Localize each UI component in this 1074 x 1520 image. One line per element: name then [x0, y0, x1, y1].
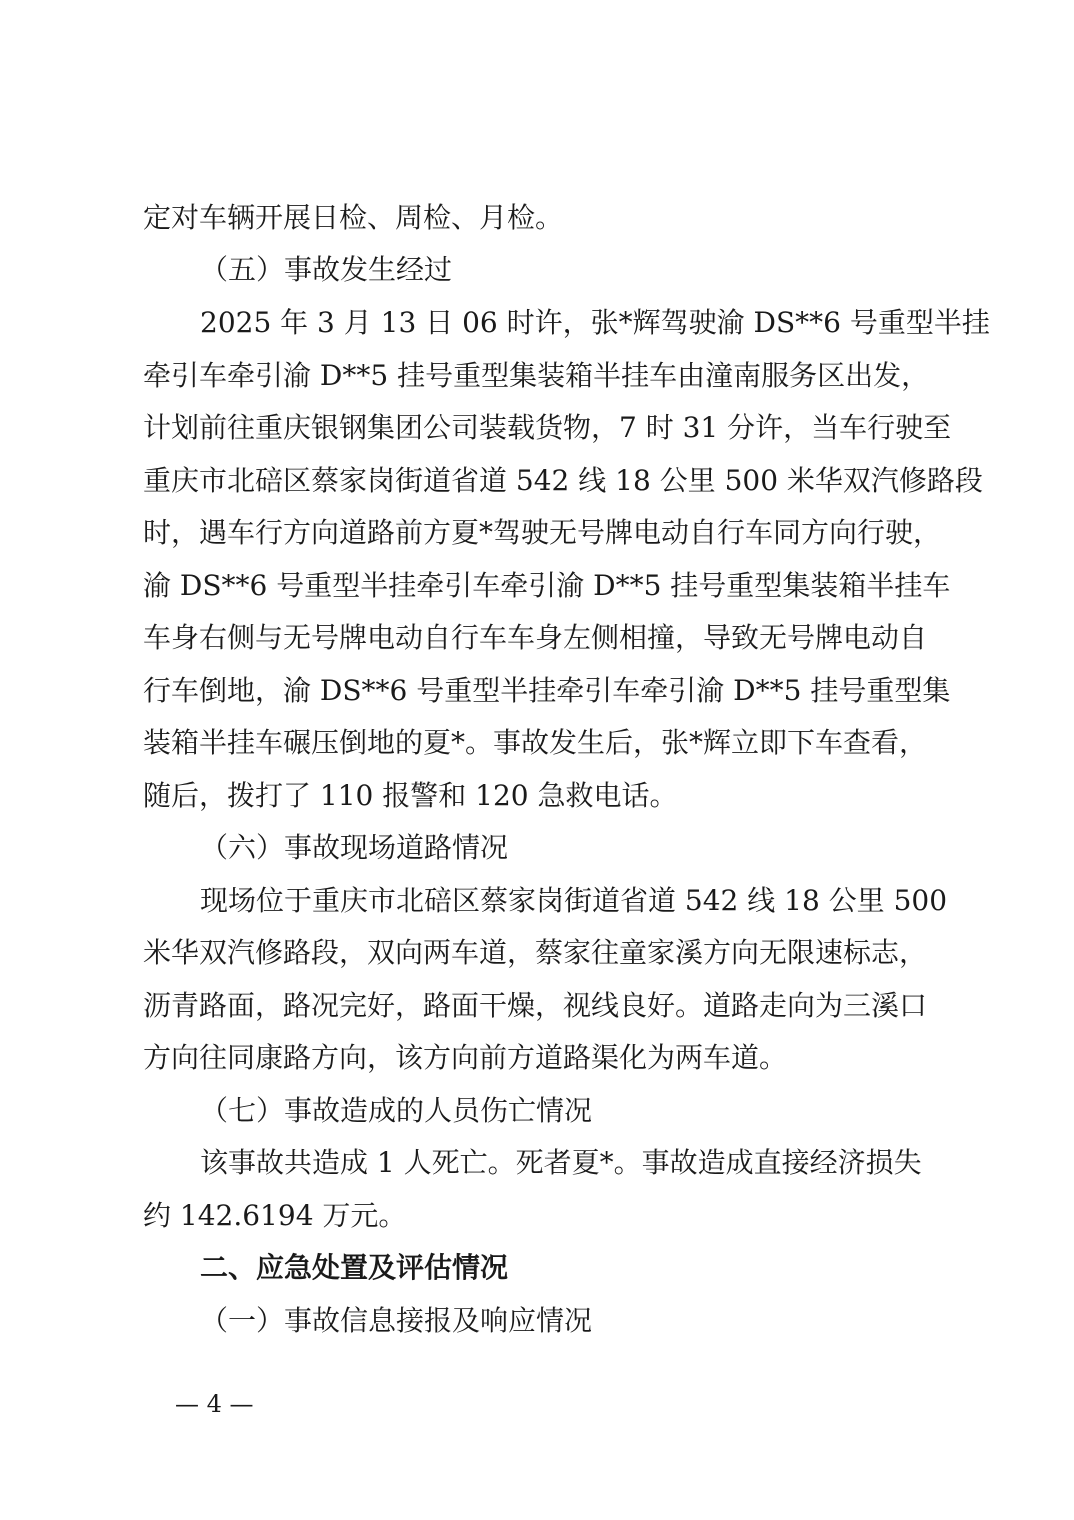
paragraph-line: 该事故共造成 1 人死亡。死者夏*。事故造成直接经济损失 — [200, 1146, 922, 1179]
subsection-heading: （七）事故造成的人员伤亡情况 — [200, 1094, 593, 1127]
paragraph-line: 牵引车牵引渝 D**5 挂号重型集装箱半挂车由潼南服务区出发， — [143, 359, 930, 392]
page-number: — 4 — — [175, 1390, 254, 1418]
paragraph-line: 渝 DS**6 号重型半挂牵引车牵引渝 D**5 挂号重型集装箱半挂车 — [143, 569, 951, 602]
paragraph-line: 约 142.6194 万元。 — [143, 1199, 407, 1232]
paragraph-line: 装箱半挂车碾压倒地的夏*。事故发生后，张*辉立即下车查看， — [143, 726, 928, 759]
subsection-heading: （五）事故发生经过 — [200, 253, 453, 286]
subsection-heading: （六）事故现场道路情况 — [200, 831, 509, 864]
paragraph-line: 车身右侧与无号牌电动自行车车身左侧相撞，导致无号牌电动自 — [143, 621, 928, 654]
paragraph-line: 随后，拨打了 110 报警和 120 急救电话。 — [143, 779, 678, 812]
subsection-heading: （一）事故信息接报及响应情况 — [200, 1304, 593, 1337]
section-heading: 二、应急处置及评估情况 — [200, 1251, 509, 1284]
paragraph-line: 现场位于重庆市北碚区蔡家岗街道省道 542 线 18 公里 500 — [200, 884, 948, 917]
paragraph-line: 行车倒地，渝 DS**6 号重型半挂牵引车牵引渝 D**5 挂号重型集 — [143, 674, 951, 707]
paragraph-line: 沥青路面，路况完好，路面干燥，视线良好。道路走向为三溪口 — [143, 989, 928, 1022]
paragraph-line: 定对车辆开展日检、周检、月检。 — [143, 201, 564, 234]
paragraph-line: 时，遇车行方向道路前方夏*驾驶无号牌电动自行车同方向行驶， — [143, 516, 942, 549]
paragraph-line: 米华双汽修路段，双向两车道，蔡家往童家溪方向无限速标志， — [143, 936, 928, 969]
paragraph-line: 方向往同康路方向，该方向前方道路渠化为两车道。 — [143, 1041, 788, 1074]
paragraph-line: 计划前往重庆银钢集团公司装载货物，7 时 31 分许，当车行驶至 — [143, 411, 952, 444]
paragraph-line: 重庆市北碚区蔡家岗街道省道 542 线 18 公里 500 米华双汽修路段 — [143, 464, 983, 497]
paragraph-line: 2025 年 3 月 13 日 06 时许，张*辉驾驶渝 DS**6 号重型半挂 — [200, 306, 990, 339]
